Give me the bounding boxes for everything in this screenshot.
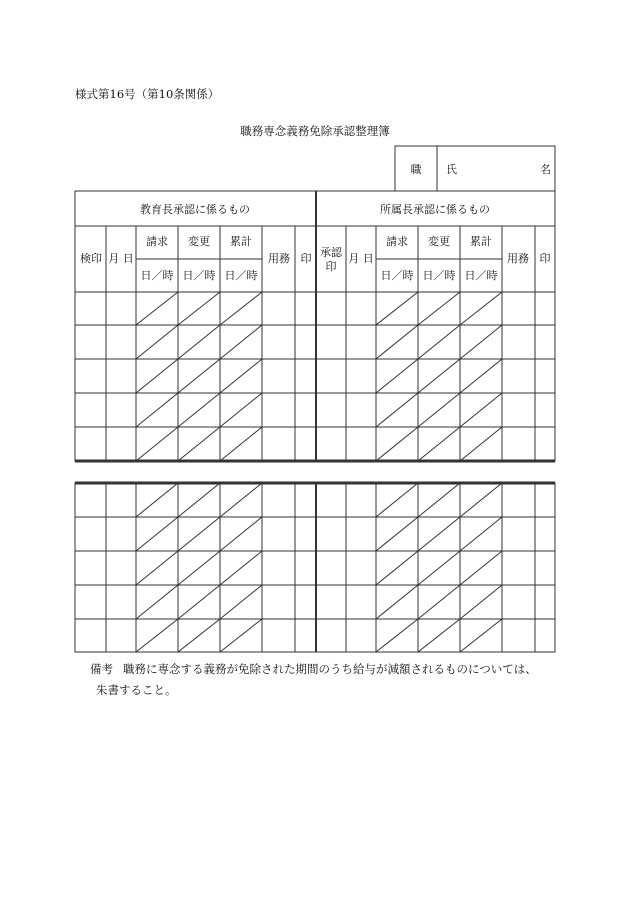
- cell-diagonal: [376, 517, 418, 551]
- cell-diagonal: [376, 359, 418, 393]
- cell-diagonal: [376, 393, 418, 427]
- cell-diagonal: [220, 393, 262, 427]
- sub-daytime-3: 日／時: [224, 269, 258, 282]
- note-label: 備考: [90, 662, 113, 676]
- cell-diagonal: [178, 292, 220, 325]
- position-label: 職: [410, 163, 422, 176]
- cell-diagonal: [460, 551, 502, 585]
- col-total-right: 累計: [470, 235, 492, 248]
- cell-diagonal: [460, 585, 502, 619]
- cell-diagonal: [178, 517, 220, 551]
- cell-diagonal: [136, 517, 178, 551]
- sub-daytime-5: 日／時: [422, 269, 456, 282]
- cell-diagonal: [376, 292, 418, 325]
- col-seal-right: 印: [539, 252, 551, 265]
- cell-diagonal: [136, 292, 178, 325]
- cell-diagonal: [178, 483, 220, 517]
- cell-diagonal: [376, 483, 418, 517]
- cell-diagonal: [460, 325, 502, 359]
- cell-diagonal: [178, 393, 220, 427]
- cell-diagonal: [220, 551, 262, 585]
- cell-diagonal: [178, 551, 220, 585]
- cell-diagonal: [220, 359, 262, 393]
- cell-diagonal: [418, 427, 460, 461]
- sub-daytime-2: 日／時: [182, 269, 216, 282]
- name-label-left: 氏: [446, 163, 457, 176]
- cell-diagonal: [220, 427, 262, 461]
- cell-diagonal: [376, 427, 418, 461]
- form-number: 様式第16号（第10条関係）: [75, 87, 220, 101]
- cell-diagonal: [376, 551, 418, 585]
- cell-diagonal: [418, 325, 460, 359]
- sub-daytime-1: 日／時: [140, 269, 174, 282]
- cell-diagonal: [136, 585, 178, 619]
- col-approval-a: 承認: [320, 246, 342, 259]
- cell-diagonal: [178, 359, 220, 393]
- sub-daytime-6: 日／時: [464, 269, 498, 282]
- right-section-header: 所属長承認に係るもの: [380, 203, 490, 216]
- cell-diagonal: [178, 619, 220, 652]
- note-text: 職務に専念する義務が免除された期間のうち給与が減額されるものについては、: [123, 662, 537, 676]
- cell-diagonal: [418, 292, 460, 325]
- cell-diagonal: [460, 393, 502, 427]
- cell-diagonal: [460, 427, 502, 461]
- cell-diagonal: [418, 551, 460, 585]
- col-request-right: 請求: [386, 235, 408, 248]
- cell-diagonal: [220, 325, 262, 359]
- cell-diagonal: [418, 517, 460, 551]
- cell-diagonal: [418, 359, 460, 393]
- cell-diagonal: [418, 585, 460, 619]
- cell-diagonal: [460, 619, 502, 652]
- cell-diagonal: [136, 551, 178, 585]
- cell-diagonal: [136, 325, 178, 359]
- col-change-right: 変更: [428, 235, 450, 248]
- col-date-right: 月 日: [348, 252, 374, 265]
- cell-diagonal: [376, 325, 418, 359]
- cell-diagonal: [178, 585, 220, 619]
- cell-diagonal: [220, 292, 262, 325]
- cell-diagonal: [460, 359, 502, 393]
- cell-diagonal: [220, 619, 262, 652]
- diagonal-slashes: [136, 292, 502, 652]
- cell-diagonal: [178, 325, 220, 359]
- cell-diagonal: [418, 619, 460, 652]
- cell-diagonal: [460, 292, 502, 325]
- col-kenin: 検印: [80, 252, 102, 265]
- col-date-left: 月 日: [108, 252, 134, 265]
- cell-diagonal: [220, 483, 262, 517]
- col-total-left: 累計: [230, 235, 252, 248]
- cell-diagonal: [418, 393, 460, 427]
- col-request-left: 請求: [146, 235, 168, 248]
- cell-diagonal: [136, 427, 178, 461]
- cell-diagonal: [460, 483, 502, 517]
- cell-diagonal: [220, 517, 262, 551]
- cell-diagonal: [136, 359, 178, 393]
- upper-column-lines: [106, 226, 535, 461]
- col-errand-left: 用務: [268, 252, 290, 265]
- col-seal-left: 印: [300, 252, 312, 265]
- sub-daytime-4: 日／時: [380, 269, 414, 282]
- cell-diagonal: [136, 393, 178, 427]
- cell-diagonal: [460, 517, 502, 551]
- cell-diagonal: [418, 483, 460, 517]
- cell-diagonal: [136, 483, 178, 517]
- cell-diagonal: [376, 619, 418, 652]
- document-title: 職務専念義務免除承認整理簿: [240, 124, 390, 138]
- name-label-right: 名: [540, 163, 551, 176]
- col-approval-b: 印: [325, 260, 337, 273]
- cell-diagonal: [178, 427, 220, 461]
- cell-diagonal: [220, 585, 262, 619]
- col-change-left: 変更: [188, 235, 210, 248]
- cell-diagonal: [136, 619, 178, 652]
- cell-diagonal: [376, 585, 418, 619]
- left-section-header: 教育長承認に係るもの: [140, 203, 250, 216]
- col-errand-right: 用務: [507, 252, 529, 265]
- note-text-continued: 朱書すること。: [96, 683, 177, 697]
